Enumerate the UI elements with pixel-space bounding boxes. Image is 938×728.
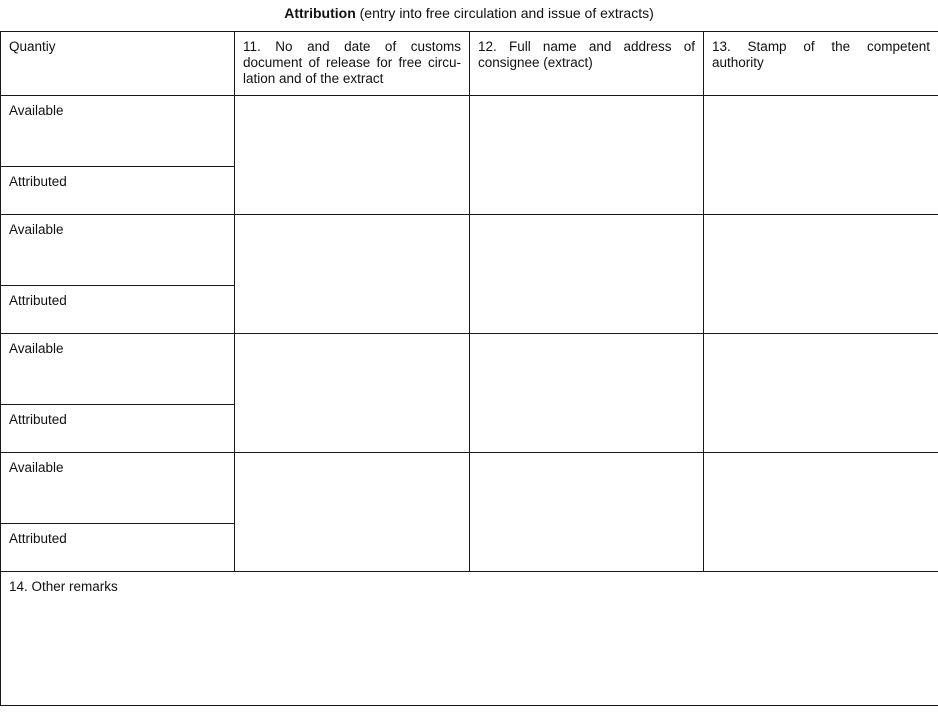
stamp-field[interactable] [704, 96, 938, 215]
consignee-field[interactable] [470, 96, 704, 215]
header-row [1, 32, 938, 96]
customs-document-field[interactable] [235, 453, 470, 572]
consignee-field[interactable] [470, 215, 704, 334]
other-remarks-field[interactable] [1, 572, 938, 706]
stamp-field[interactable] [704, 215, 938, 334]
form-title-bold: Attribution [284, 5, 356, 21]
attributed-cell: Attributed [1, 286, 235, 334]
other-remarks-label: 14. Other remarks [9, 579, 118, 594]
consignee-field[interactable] [470, 334, 704, 453]
consignee-field[interactable] [470, 453, 704, 572]
table-row [1, 453, 938, 524]
available-cell: Available [1, 334, 235, 405]
table-row [1, 96, 938, 167]
stamp-field[interactable] [704, 334, 938, 453]
customs-document-field[interactable] [235, 96, 470, 215]
form-title-rest: (entry into free circulation and issue of extracts) [359, 5, 654, 21]
available-cell: Available [1, 215, 235, 286]
available-cell: Available [1, 453, 235, 524]
stamp-field[interactable] [704, 453, 938, 572]
attributed-cell: Attributed [1, 405, 235, 453]
attributed-cell: Attributed [1, 524, 235, 572]
header-quantity: Quantiy [1, 32, 235, 96]
form-title [0, 4, 938, 22]
remarks-row [1, 572, 938, 706]
header-stamp: 13. Stamp of the competent authority [704, 32, 938, 96]
attribution-table [0, 31, 938, 706]
header-customs-document: 11. No and date of customs document of release for free circulation and of the extract [235, 32, 470, 96]
available-cell: Available [1, 96, 235, 167]
table-row [1, 334, 938, 405]
header-consignee: 12. Full name and address of consignee (extract) [470, 32, 704, 96]
table-row [1, 215, 938, 286]
attributed-cell: Attributed [1, 167, 235, 215]
customs-document-field[interactable] [235, 215, 470, 334]
customs-document-field[interactable] [235, 334, 470, 453]
